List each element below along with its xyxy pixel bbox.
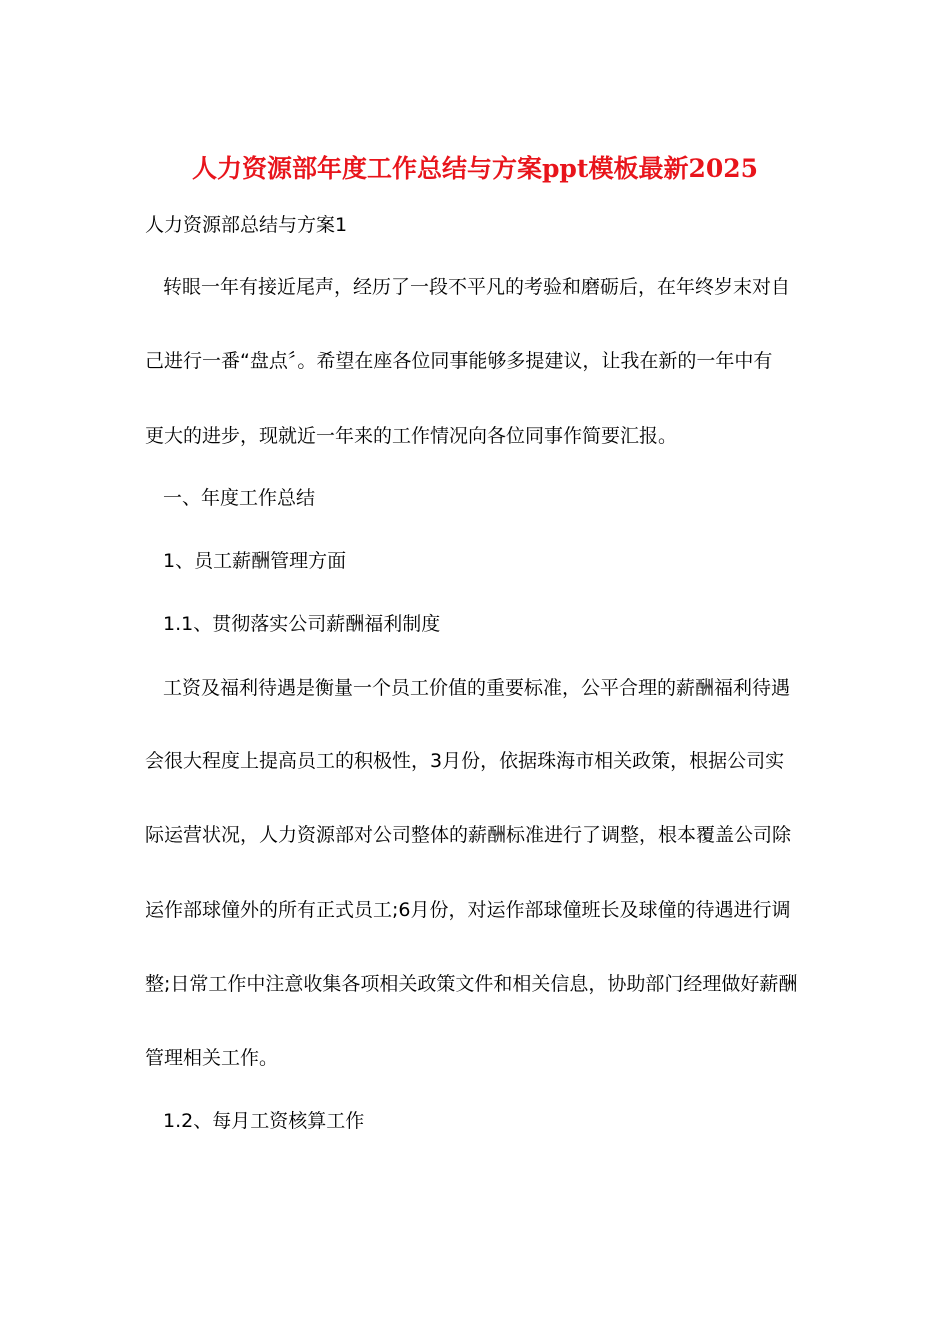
paragraph-1-line-3: 更大的进步，现就近一年来的工作情况向各位同事作简要汇报。: [145, 425, 678, 447]
item-1-2-heading: 1.2、每月工资核算工作: [163, 1110, 365, 1132]
paragraph-1-line-1: 转眼一年有接近尾声，经历了一段不平凡的考验和磨砺后，在年终岁末对自: [163, 276, 791, 298]
paragraph-2-line-4: 运作部球僮外的所有正式员工;6月份，对运作部球僮班长及球僮的待遇进行调: [145, 899, 791, 921]
item-1-1-heading: 1.1、贯彻落实公司薪酬福利制度: [163, 613, 441, 635]
section-1-heading: 一、年度工作总结: [163, 487, 316, 509]
paragraph-2-line-3: 际运营状况，人力资源部对公司整体的薪酬标准进行了调整，根本覆盖公司除: [145, 824, 792, 846]
subsection-1-heading: 1、员工薪酬管理方面: [163, 550, 347, 572]
document-subtitle: 人力资源部总结与方案1: [145, 214, 348, 236]
paragraph-2-line-2: 会很大程度上提高员工的积极性，3月份，依据珠海市相关政策，根据公司实: [145, 750, 785, 772]
paragraph-2-line-6: 管理相关工作。: [145, 1047, 279, 1069]
document-title: 人力资源部年度工作总结与方案ppt模板最新2025: [191, 154, 759, 183]
paragraph-1-line-2: 己进行一番“盘点〞。希望在座各位同事能够多提建议，让我在新的一年中有: [145, 350, 773, 372]
paragraph-2-line-1: 工资及福利待遇是衡量一个员工价值的重要标准，公平合理的薪酬福利待遇: [163, 677, 791, 699]
paragraph-2-line-5: 整;日常工作中注意收集各项相关政策文件和相关信息，协助部门经理做好薪酬: [145, 973, 798, 995]
